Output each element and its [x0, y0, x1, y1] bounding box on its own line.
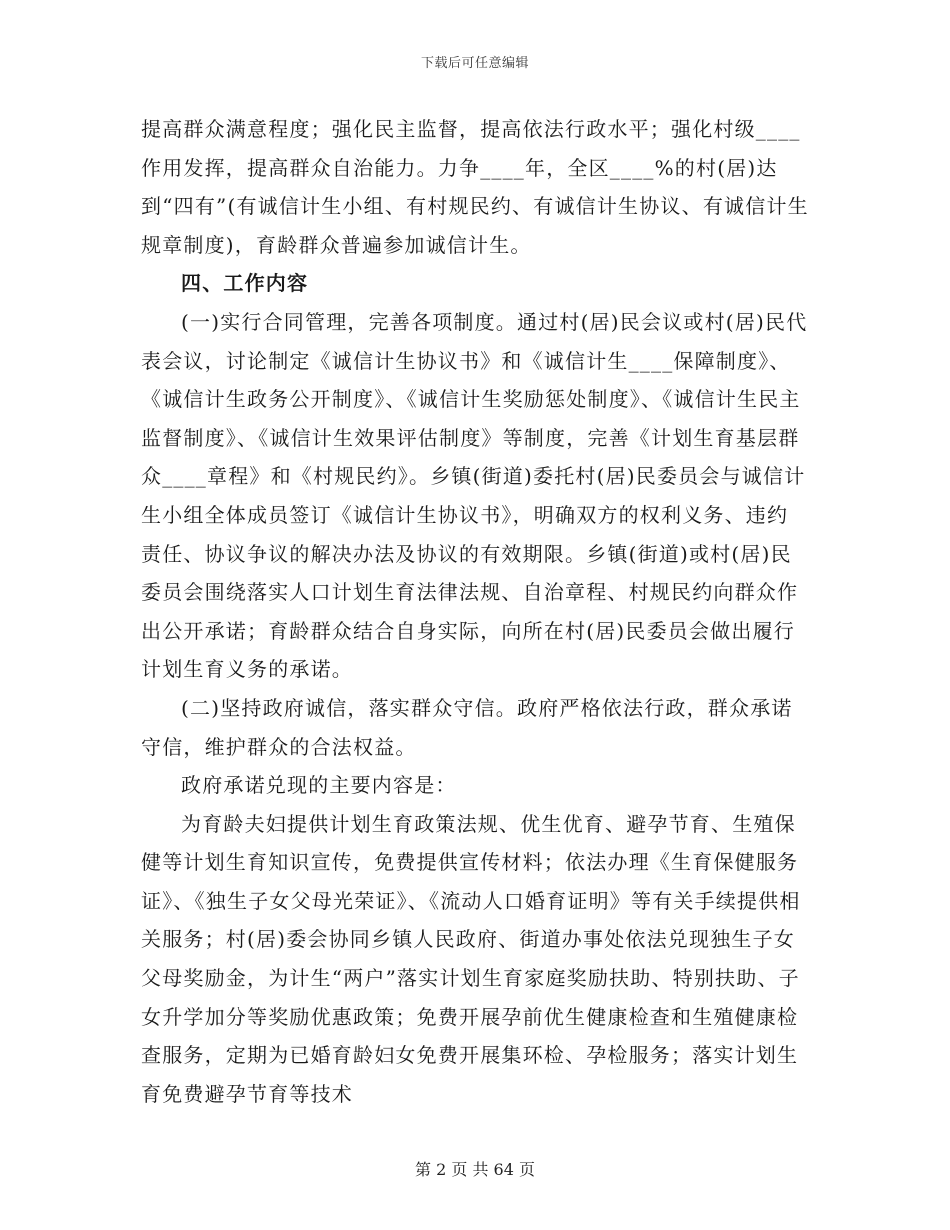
section-heading: 四、工作内容	[181, 271, 309, 296]
paragraph-3: (二)坚持政府诚信，落实群众守信。政府严格依法行政，群众承诺守信，维护群众的合法权益。	[141, 695, 793, 759]
paragraph-2: (一)实行合同管理，完善各项制度。通过村(居)民会议或村(居)民代表会议，讨论制定《诚信计生协议书》和《诚信计生____保障制度》、《诚信计生政务公开制度》、《诚信计生奖励惩处制度》、《诚信计生民主监督制度》、《诚信计生效果评估制度》等制度，完善《计划生育基层群众____章程》和《村规民约》。乡镇(街道)委托村(居)民委员会与诚信计生小组全体成员签订《诚信计生协议书》，明确双方的权利义务、违约责任、协议争议的解决办法及协议的有效期限。乡镇(街道)或村(居)民委员会围绕落实人口计划生育法律法规、自治章程、村规民约向群众作出公开承诺；育龄群众结合自身实际，向所在村(居)民委员会做出履行计划生育义务的承诺。	[141, 309, 808, 682]
paragraph-5: 为育龄夫妇提供计划生育政策法规、优生优育、避孕节育、生殖保健等计划生育知识宣传，免费提供宣传材料；依法办理《生育保健服务证》、《独生子女父母光荣证》、《流动人口婚育证明》等有关手续提供相关服务；村(居)委会协同乡镇人民政府、街道办事处依法兑现独生子女父母奖励金，为计生“两户”落实计划生育家庭奖励扶助、特别扶助、子女升学加分等奖励优惠政策；免费开展孕前优生健康检查和生殖健康检查服务，定期为已婚育龄妇女免费开展集环检、孕检服务；落实计划生育免费避孕节育等技术	[141, 811, 801, 1106]
paragraph-1: 提高群众满意程度；强化民主监督，提高依法行政水平；强化村级____作用发挥，提高群众自治能力。力争____年，全区____%的村(居)达到“四有”(有诚信计生小组、有村规民约、有诚信计生协议、有诚信计生规章制度)，育龄群众普遍参加诚信计生。	[141, 117, 809, 257]
document-body	[141, 110, 809, 1113]
header-note: 下载后可任意编辑	[420, 56, 529, 71]
paragraph-4: 政府承诺兑现的主要内容是：	[181, 773, 457, 798]
page-number: 第 2 页 共 64 页	[415, 1160, 535, 1179]
